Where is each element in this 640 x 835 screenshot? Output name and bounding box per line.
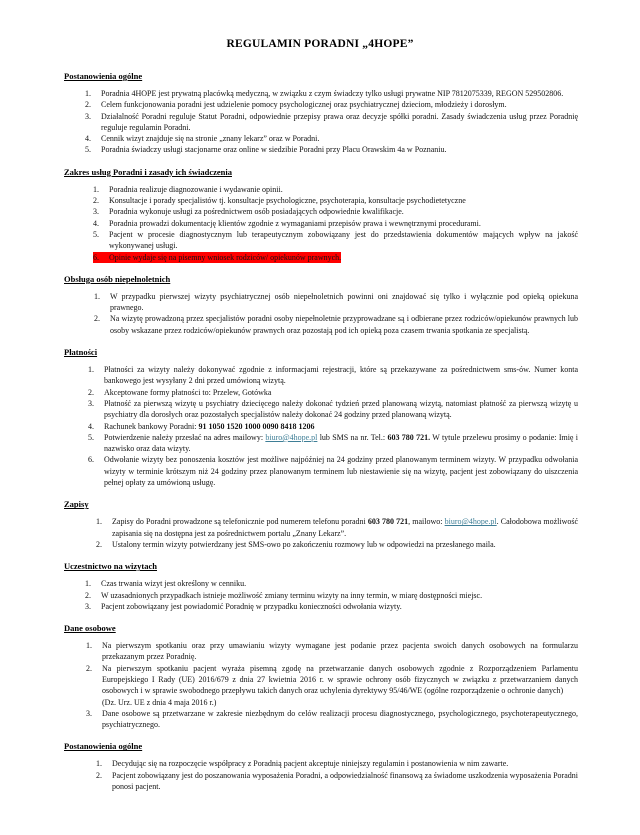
list-item — [93, 206, 578, 217]
item-text — [102, 709, 578, 729]
item-number: 6. — [93, 252, 99, 262]
text-run: Opinie wydaje się na pisemny wniosek rodziców/ opiekunów prawnych. — [109, 252, 342, 262]
list-item — [85, 88, 578, 99]
list-item — [86, 708, 578, 731]
text-run: (Dz. Urz. UE z dnia 4 maja 2016 r.) — [102, 697, 217, 707]
list-item — [85, 99, 578, 110]
item-text — [110, 314, 578, 334]
section — [0, 741, 640, 792]
list-item — [85, 601, 578, 612]
item-text — [112, 540, 496, 549]
text-run: Odwołanie wizyty bez ponoszenia kosztów jest możliwe najpóźniej na 24 godziny przed planowanym terminem wizyty. W przypadku odwołania wizyty w terminie krótszym niż 24 godziny przez planowanym terminem lub niestawienie się na wizytę, pacjent jest zobowiązany do uiszczenia pełnej opłaty za umówioną usługę. — [104, 455, 578, 488]
text-run: . Całodobowa możliwość zapisania się na dostępna jest za pośrednictwem portalu „Znany Lekarz”. — [112, 517, 579, 538]
item-text — [104, 433, 578, 453]
item-text — [109, 219, 481, 228]
text-run: Zapisy do Poradni prowadzone są telefonicznie pod numerem telefonu poradni — [112, 517, 368, 527]
list-item — [94, 313, 578, 336]
item-number: 5. — [85, 145, 91, 155]
list-item — [96, 539, 578, 550]
item-number: 2. — [85, 590, 91, 600]
section — [0, 167, 640, 263]
section — [0, 274, 640, 336]
text-run: Poradnia realizuje diagnozowanie i wydawanie opinii. — [109, 184, 283, 194]
item-number: 1. — [93, 184, 99, 194]
text-run: Na pierwszym spotkaniu pacjent wyraża pisemną zgodę na przetwarzanie danych osobowych zgodnie z Rozporządzeniem Parlamentu Europejskiego I Rady (UE) 2016/679 z dnia 27 kwietnia 2016 r. w sprawie ochrony osób fizycznych w związku z przetwarzaniem danych osobowych i w sprawie swobodnego przepływu takich danych oraz uchylenia dyrektywy 95/46/WE (ogólne rozporządzenie o ochronie danych) — [102, 663, 578, 696]
item-number: 3. — [88, 398, 94, 408]
item-number: 3. — [86, 708, 92, 718]
list-item — [94, 291, 578, 314]
text-run: Poradnia 4HOPE jest prywatną placówką medyczną, w związku z czym świadczy tylko usługi prywatne NIP 7812075339, REGON 529502806. — [101, 89, 564, 98]
item-number: 1. — [85, 579, 91, 589]
text-run: Celem funkcjonowania poradni jest udzielenie pomocy psychologicznej oraz psychiatrycznej dzieciom, młodzieży i dorosłym. — [101, 100, 507, 110]
text-run: Akceptowane formy płatności to: Przelew, Gotówka — [104, 387, 272, 397]
bold-text-run: 603 780 721 — [367, 517, 409, 527]
section-heading: Obsługa osób niepełnoletnich — [64, 273, 171, 284]
item-number: 6. — [88, 455, 94, 465]
item-text — [104, 388, 271, 397]
item-text — [101, 134, 319, 143]
text-run: W przypadku pierwszej wizyty psychiatrycznej osób niepełnoletnich powinni oni znajdować się tylko i wyłącznie pod opieką opiekuna prawnego. — [110, 291, 578, 313]
section-heading: Zakres usług Poradni i zasady ich świadczenia — [64, 166, 232, 177]
item-text — [101, 602, 402, 611]
item-text — [104, 455, 578, 487]
item-number: 4. — [85, 134, 91, 144]
item-text — [109, 207, 404, 216]
text-run: Poradnia świadczy usługi stacjonarne oraz online w siedzibie Poradni przy Placu Orawskim 4a w Poznaniu. — [101, 145, 447, 155]
item-text — [109, 196, 466, 205]
item-number: 1. — [85, 89, 91, 98]
item-number: 1. — [96, 759, 102, 769]
text-run: lub SMS na nr. Tel.: — [317, 432, 388, 442]
text-run: Na wizytę prowadzoną przez specjalistów poradni osoby niepełnoletnie przyprowadzane są i odbierane przez rodziców/opiekunów prawnych lub osoby wskazane przez rodziców/opiekunów prawnych oraz pozostają pod ich opieką poza czasem trwania spotkania ze specjalistą. — [110, 314, 578, 335]
list-item — [85, 111, 578, 134]
section-heading: Dane osobowe — [64, 623, 116, 634]
list-item — [85, 133, 578, 144]
item-text — [110, 292, 578, 312]
item-number: 3. — [93, 207, 99, 217]
text-run: Dane osobowe są przetwarzane w zakresie niezbędnym do celów realizacji procesu diagnostycznego, psychologicznego, psychoterapeutycznego, psychiatrycznego. — [102, 708, 578, 730]
item-number: 1. — [88, 365, 94, 375]
section — [0, 561, 640, 612]
text-run: W uzasadnionych przypadkach istnieje możliwość zmiany terminu wizyty na inny termin, w miarę dostępności miejsc. — [101, 590, 483, 600]
item-text — [112, 517, 578, 537]
item-text — [104, 365, 578, 385]
text-run: Płatność za pierwszą wizytę u psychiatry dziecięcego należy dokonać tydzień przed planowaną wizytą, natomiast płatność za pierwszą wizytę u psychiatry dla dorosłych oraz pozostałych specjalistów należy dokonać 24 godziny przed planowaną wizytą. — [104, 398, 578, 420]
text-run: Pacjent w procesie diagnostycznym lub terapeutycznym zobowiązany jest do przedstawienia dokumentów mających wpływ na jakość wykonywanej usługi. — [109, 229, 578, 251]
item-text — [101, 591, 482, 600]
text-run: Czas trwania wizyt jest określony w cenniku. — [101, 579, 247, 589]
document-body — [0, 71, 640, 792]
list-item — [85, 578, 578, 589]
item-text — [112, 759, 508, 768]
text-run: Cennik wizyt znajduje się na stronie „znany lekarz” oraz w Poradni. — [101, 134, 320, 144]
section-heading: Płatności — [64, 347, 98, 358]
item-number: 2. — [94, 314, 100, 324]
email-link[interactable]: biuro@4hope.pl — [265, 432, 318, 442]
list-item — [85, 144, 578, 155]
list-item — [88, 398, 578, 421]
list-item — [96, 770, 578, 793]
text-run: Płatności za wizyty należy dokonywać zgodnie z informacjami rejestracji, które są przekazywane za pośrednictwem sms-ów. Numer konta bankowego jest wysyłany 2 dni przed umówioną wizytą. — [104, 365, 578, 386]
text-run: Działalność Poradni reguluje Statut Poradni, odpowiednie przepisy prawa oraz decyzje spółki poradni. Zasady świadczenia usług przez Poradnię reguluje regulamin Poradni. — [101, 111, 578, 132]
item-number: 2. — [96, 539, 102, 549]
section-heading: Uczestnictwo na wizytach — [64, 561, 158, 572]
section-heading: Postanowienia ogólne — [64, 71, 143, 81]
bold-text-run: 91 1050 1520 1000 0090 8418 1206 — [198, 421, 315, 431]
section — [0, 499, 640, 550]
list-item — [85, 590, 578, 601]
section-heading: Zapisy — [64, 499, 89, 510]
bold-text-run: 603 780 721. — [387, 432, 431, 442]
text-run: Rachunek bankowy Poradni: — [104, 421, 199, 431]
item-number: 1. — [94, 291, 100, 301]
list-item — [96, 758, 578, 769]
item-text — [109, 253, 341, 262]
text-run: Potwierdzenie należy przesłać na adres mailowy: — [104, 432, 266, 442]
item-number: 2. — [86, 663, 92, 673]
item-number: 5. — [88, 432, 94, 442]
item-text — [101, 579, 246, 588]
text-run: Konsultacje i porady specjalistów tj. konsultacje psychologiczne, psychoterapia, konsultacje psychodietetyczne — [109, 196, 466, 206]
list-item — [96, 516, 579, 539]
item-text — [104, 422, 314, 431]
list-item — [93, 218, 578, 229]
list-item — [88, 364, 578, 387]
text-run: Poradnia wykonuje usługi za pośrednictwem osób posiadających odpowiednie kwalifikacje. — [109, 207, 404, 217]
item-number: 4. — [88, 421, 94, 431]
item-number: 3. — [85, 111, 91, 121]
text-run: Ustalony termin wizyty potwierdzany jest SMS-owo po zakończeniu rozmowy lub w odpowiedzi na przesłanego maila. — [112, 539, 496, 549]
text-run: Na pierwszym spotkaniu oraz przy umawianiu wizyty wymagane jest podanie przez pacjenta swoich danych osobowych na formularzu przekazanym przez Poradnię. — [102, 641, 578, 662]
item-number: 1. — [86, 641, 92, 651]
list-item — [93, 184, 578, 195]
text-run: Decydując się na rozpoczęcie współpracy z Poradnią pacjent akceptuje niniejszy regulamin i postanowienia w nim zawarte. — [112, 759, 509, 769]
email-link[interactable]: biuro@4hope.pl — [444, 517, 497, 527]
item-number: 2. — [93, 196, 99, 206]
section — [0, 623, 640, 730]
item-text — [102, 664, 578, 707]
item-number: 4. — [93, 218, 99, 228]
section-heading: Postanowienia ogólne — [64, 741, 143, 752]
list-item — [88, 432, 579, 455]
item-text — [104, 399, 578, 419]
text-run: Poradnia prowadzi dokumentację klientów zgodnie z wymaganiami przepisów prawa i wewnętrznymi procedurami. — [109, 218, 481, 228]
item-text — [101, 145, 446, 154]
text-run: W tytule przelewu prosimy o podanie: Imię i nazwisko oraz data wizyty. — [104, 432, 579, 454]
list-item — [88, 387, 578, 398]
list-item — [86, 663, 578, 708]
list-item — [86, 640, 578, 663]
list-item — [88, 454, 578, 488]
section — [0, 71, 640, 156]
item-number: 3. — [85, 601, 91, 611]
list-item — [93, 229, 578, 252]
item-text — [101, 112, 578, 132]
item-number: 5. — [93, 229, 99, 239]
list-item-highlighted — [93, 252, 341, 263]
text-run: Pacjent zobowiązany jest do poszanowania wyposażenia Poradni, a odpowiedzialność finansową za świadome uszkodzenia wyposażenia Poradni ponosi pacjent. — [112, 770, 578, 792]
list-item — [93, 195, 578, 206]
item-text — [112, 771, 578, 791]
section — [0, 347, 640, 488]
text-run: Pacjent zobowiązany jest powiadomić Poradnię w przypadku konieczności odwołania wizyty. — [101, 601, 402, 611]
list-item — [88, 421, 578, 432]
item-text — [101, 89, 563, 98]
text-run: , mailowo: — [408, 517, 445, 527]
item-number: 2. — [85, 100, 91, 110]
item-number: 2. — [96, 770, 102, 780]
item-number: 1. — [96, 517, 102, 527]
item-text — [102, 641, 578, 661]
document-title: REGULAMIN PORADNI „4HOPE” — [226, 38, 414, 50]
item-text — [109, 185, 283, 194]
item-text — [101, 100, 507, 109]
item-text — [109, 230, 578, 250]
item-number: 2. — [88, 387, 94, 397]
